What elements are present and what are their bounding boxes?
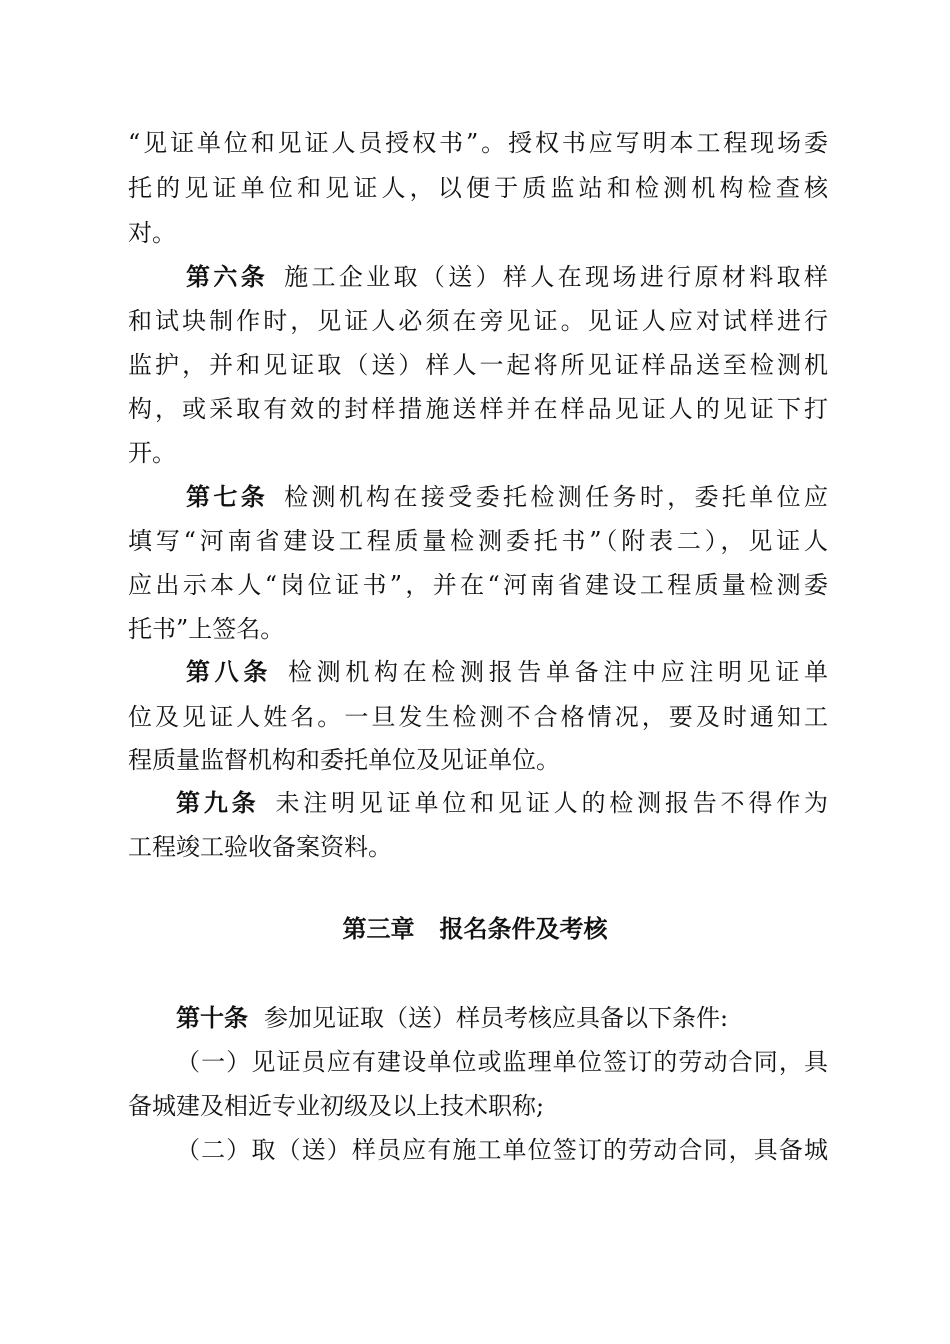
article-6-line: 监护，并和见证取（送）样人一起将所见证样品送至检测机 — [128, 351, 828, 379]
article-6-line: 和试块制作时，见证人必须在旁见证。见证人应对试样进行 — [128, 307, 828, 335]
article-7-line: 填写“河南省建设工程质量检测委托书”（附表二），见证人 — [128, 527, 828, 555]
article-6-first-line — [186, 257, 828, 297]
item-1-line: （一）见证员应有建设单位或监理单位签订的劳动合同，具 — [176, 1048, 828, 1076]
article-8-text: 检测机构在检测报告单备注中应注明见证单 — [288, 658, 828, 686]
paragraph-line: 托的见证单位和见证人，以便于质监站和检测机构检查核 — [128, 174, 828, 202]
article-6-line: 开。 — [128, 439, 176, 467]
article-9-heading: 第九条 — [176, 789, 260, 817]
item-2-line: （二）取（送）样员应有施工单位签订的劳动合同，具备城 — [176, 1136, 828, 1164]
paragraph-line: “见证单位和见证人员授权书”。授权书应写明本工程现场委 — [128, 129, 828, 157]
article-6-heading: 第六条 — [186, 263, 269, 291]
article-7-text: 检测机构在接受委托检测任务时，委托单位应 — [284, 483, 828, 511]
article-9-line: 工程竣工验收备案资料。 — [128, 833, 392, 861]
article-10-first-line — [176, 998, 828, 1038]
article-6-text: 施工企业取（送）样人在现场进行原材料取样 — [284, 263, 828, 291]
article-7-first-line — [186, 477, 828, 517]
item-1-line: 备城建及相近专业初级及以上技术职称; — [128, 1092, 545, 1120]
article-8-line: 位及见证人姓名。一旦发生检测不合格情况，要及时通知工 — [128, 703, 828, 731]
article-10-heading: 第十条 — [176, 1004, 248, 1032]
article-7-heading: 第七条 — [186, 483, 269, 511]
article-9-text: 未注明见证单位和见证人的检测报告不得作为 — [275, 789, 828, 817]
article-10-text: 参加见证取（送）样员考核应具备以下条件: — [264, 1004, 729, 1032]
article-8-first-line — [186, 652, 828, 692]
article-8-heading: 第八条 — [186, 658, 272, 686]
article-7-line: 托书”上签名。 — [128, 615, 285, 643]
article-9-first-line — [176, 783, 828, 823]
chapter-heading: 第三章 报名条件及考核 — [342, 915, 608, 943]
article-8-line: 程质量监督机构和委托单位及见证单位。 — [128, 746, 560, 774]
paragraph-line: 对。 — [128, 219, 176, 247]
article-6-line: 构，或采取有效的封样措施送样并在样品见证人的见证下打 — [128, 395, 828, 423]
article-7-line: 应出示本人“岗位证书”，并在“河南省建设工程质量检测委 — [128, 571, 828, 599]
